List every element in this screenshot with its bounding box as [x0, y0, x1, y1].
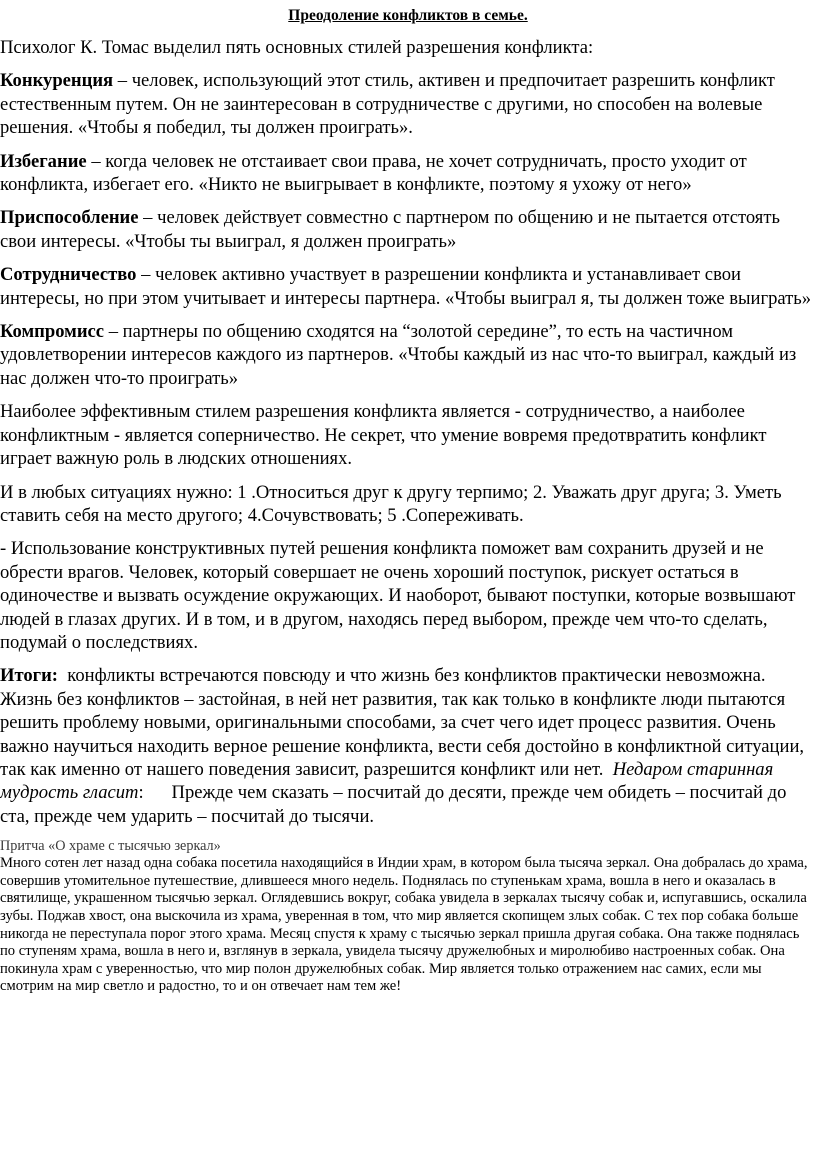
style-description: – человек, использующий этот стиль, активен и предпочитает разрешить конфликт естественным путем. Он не заинтересован в сотрудничестве с другими, но способен на волевые решения. «Чтобы я победил, ты должен проиграть».: [0, 70, 775, 139]
effective-style-paragraph: Наиболее эффективным стилем разрешения конфликта является - сотрудничество, а наиболее конфликтным - является соперничество. Не секрет, что умение вовремя предотвратить конфликт играет важную роль в людских отношениях.: [0, 401, 767, 470]
style-collaboration: [0, 263, 812, 310]
parable-text: Много сотен лет назад одна собака посетила находящийся в Индии храм, в котором была тысяча зеркал. Она добралась до храма, совершив утомительное путешествие, длившееся много недель. Поднялась по ступенькам храма, вошла в него и оказалась в святилище, украшенном тысячью зеркал. Оглядевшись вокруг, собака увидела в зеркалах тысячу собак и, испугавшись, оскалила зубы. Поджав хвост, она выскочила из храма, уверенная в том, что мир является скопищем злых собак. С тех пор собака больше никогда не переступала порог этого храма. Месяц спустя к храму с тысячью зеркал пришла другая собака. Она также поднялась по ступеням храма, вошла в него и, взглянув в зеркала, увидела тысячу дружелюбных и миролюбиво настроенных собак. Она покинула храм с уверенностью, что мир полон дружелюбных собак. Мир является только отражением нас самих, если мы смотрим на мир светло и радостно, то и он отвечает нам тем же!: [0, 855, 808, 995]
constructive-paragraph: - Использование конструктивных путей решения конфликта поможет вам сохранить друзей и не обрести врагов. Человек, который совершает не очень хороший поступок, рискует остаться в одиночестве и вызвать осуждение окружающих. И наоборот, бывают поступки, которые возвышают людей в глазах других. И в том, и в другом, находясь перед выбором, прежде чем что-то сделать, подумай о последствиях.: [0, 538, 796, 653]
style-term: Сотрудничество: [0, 264, 137, 286]
style-term: Избегание: [0, 150, 87, 172]
summary-paragraph: [0, 664, 812, 828]
summary-label: Итоги:: [0, 665, 58, 687]
style-term: Компромисс: [0, 321, 105, 343]
style-description: – человек действует совместно с партнером по общению и не пытается отстоять свои интересы. «Чтобы ты выиграл, я должен проиграть»: [0, 207, 780, 252]
style-term: Приспособление: [0, 207, 139, 229]
parable-title: Притча «О храме с тысячью зеркал»: [0, 838, 221, 855]
style-description: – человек активно участвует в разрешении конфликта и устанавливает свои интересы, но при этом учитывает и интересы партнера. «Чтобы выиграл я, ты должен тоже выиграть»: [0, 264, 812, 309]
style-avoidance: [0, 150, 812, 197]
wisdom-phrase: Недаром старинная мудрость гласит: [0, 758, 774, 804]
summary-text: конфликты встречаются повсюду и что жизнь без конфликтов практически невозможна. Жизнь без конфликтов – застойная, в ней нет развития, так как только в конфликте люди пытаются решить проблему новыми, оригинальными способами, за счет чего идет процесс развития. Очень важно научиться находить верное решение конфликта, вести себя достойно в конфликтной ситуации, так как именно от нашего поведения зависит, разрешится конфликт или нет.: [0, 665, 809, 780]
intro-paragraph: Психолог К. Томас выделил пять основных стилей разрешения конфликта:: [0, 37, 594, 58]
rules-paragraph: И в любых ситуациях нужно: 1 .Относиться друг к другу терпимо; 2. Уважать друг друга; 3. Уметь ставить себя на место другого; 4.Сочувствовать; 5 .Сопереживать.: [0, 481, 782, 526]
document-title: Преодоление конфликтов в семье.: [288, 7, 528, 24]
style-description: – партнеры по общению сходятся на “золотой середине”, то есть на частичном удовлетворении интересов каждого из партнеров. «Чтобы каждый из нас что-то выиграл, каждый из нас должен что-то проиграть»: [0, 321, 797, 389]
style-competition: [0, 69, 812, 139]
summary-tail: : Прежде чем сказать – посчитай до десяти, прежде чем обидеть – посчитай до ста, прежде чем ударить – посчитай до тысячи.: [0, 782, 792, 827]
style-compromise: [0, 320, 812, 390]
style-accommodation: [0, 206, 812, 253]
style-description: – когда человек не отстаивает свои права, не хочет сотрудничать, просто уходит от конфликта, избегает его. «Никто не выигрывает в конфликте, поэтому я ухожу от него»: [0, 150, 747, 196]
style-term: Конкуренция: [0, 70, 114, 92]
